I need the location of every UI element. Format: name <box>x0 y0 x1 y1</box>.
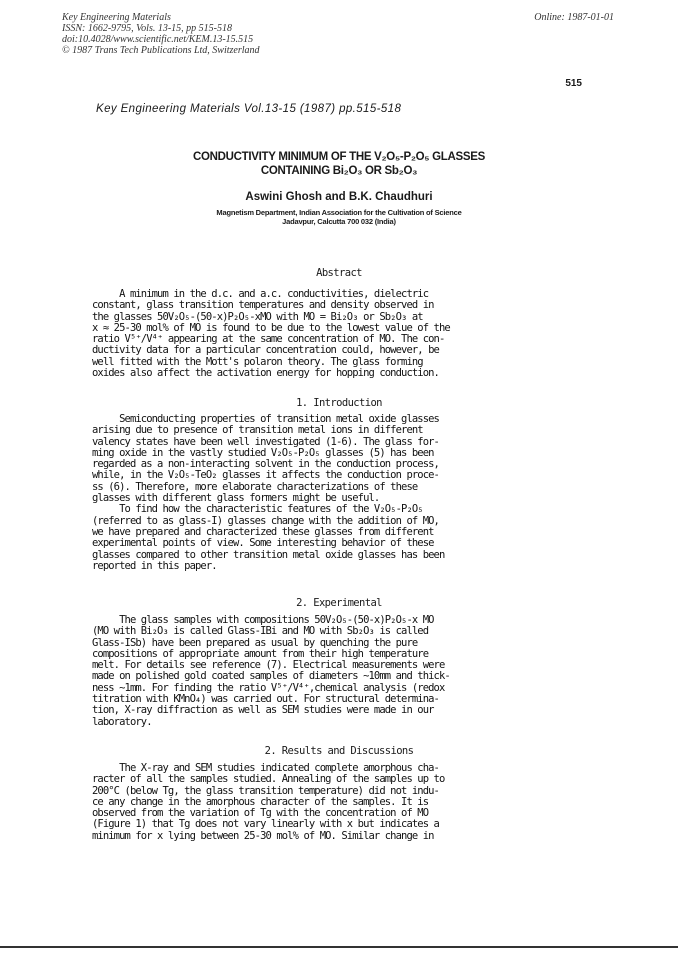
text-line: Semiconducting properties of transition metal oxide glasses <box>92 413 439 425</box>
paper-title-line-2: CONTAINING Bi₂O₃ OR Sb₂O₃ <box>260 165 418 177</box>
text-line: arising due to presence of transition metal ions in different <box>92 424 423 437</box>
text-line: regarded as a non-interacting solvent in the conduction process, <box>92 458 439 471</box>
meta-line-issn: ISSN: 1662-9795, Vols. 13-15, pp 515-518 <box>62 23 232 34</box>
text-line: well fitted with the Mott's polaron theory. The glass forming <box>92 355 423 368</box>
text-line: ss (6). Therefore, more elaborate characterizations of these <box>92 480 418 493</box>
text-line: ratio V⁵⁺/V⁴⁺ appearing at the same concentration of MO. The con- <box>92 333 445 346</box>
text-line: valency states have been well investigated (1-6). The glass for- <box>92 435 439 448</box>
text-line: the glasses 50V₂O₅-(50-x)P₂O₅-xMO with MO = Bi₂O₃ or Sb₂O₃ at <box>92 310 423 323</box>
text-line: ductivity data for a particular concentration could, however, be <box>92 344 439 357</box>
online-date: Online: 1987-01-01 <box>534 12 614 23</box>
abstract-heading: Abstract <box>316 267 362 279</box>
meta-line-journal: Key Engineering Materials <box>62 12 171 23</box>
text-line: oxides also affect the activation energy for hopping conduction. <box>92 367 439 380</box>
text-line: titration with KMnO₄) was carried out. For structural determina- <box>92 693 439 706</box>
text-line: glasses with different glass formers might be useful. <box>92 492 380 505</box>
affiliation-line-1: Magnetism Department, Indian Association for the Cultivation of Science <box>216 208 462 217</box>
text-line: 200°C (below Tg, the glass transition temperature) did not indu- <box>92 784 439 797</box>
experimental-body <box>92 615 584 728</box>
paper-title-line-1: CONDUCTIVITY MINIMUM OF THE V₂O₅-P₂O₅ GLASSES <box>192 151 485 163</box>
text-line: we have prepared and characterized these glasses from different <box>92 525 434 538</box>
text-line: melt. For details see reference (7). Electrical measurements were <box>92 659 445 672</box>
text-line: ness ~1mm. For finding the ratio V⁵⁺/V⁴⁺,chemical analysis (redox <box>92 681 445 694</box>
page-number: 515 <box>565 78 582 89</box>
text-line: reported in this paper. <box>92 559 217 572</box>
text-line: Glass-ISb) have been prepared as usual by quenching the pure <box>92 636 418 649</box>
text-line: tion, X-ray diffraction as well as SEM studies were made in our <box>92 704 434 717</box>
text-line: minimum for x lying between 25-30 mol% of MO. Similar change in <box>92 829 434 842</box>
text-line: laboratory. <box>92 715 152 728</box>
experimental-heading: 2. Experimental <box>296 597 382 609</box>
text-line: To find how the characteristic features of the V₂O₅-P₂O₅ <box>92 503 423 516</box>
text-line: observed from the variation of Tg with the concentration of MO <box>92 807 429 820</box>
text-line: (Figure 1) that Tg does not vary linearly with x but indicates a <box>92 818 439 831</box>
text-line: ce any change in the amorphous character of the samples. It is <box>92 795 429 808</box>
results-body <box>92 763 584 842</box>
text-line: (referred to as glass-I) glasses change with the addition of MO, <box>92 514 439 527</box>
results-heading: 2. Results and Discussions <box>264 745 414 757</box>
text-line: ming oxide in the vastly studied V₂O₅-P₂O₅ glasses (5) has been <box>92 446 434 459</box>
publication-meta <box>62 12 260 56</box>
page-bottom-rule <box>0 946 678 948</box>
text-line: x ≈ 25-30 mol% of MO is found to be due to the lowest value of the <box>92 321 450 334</box>
text-line: made on polished gold coated samples of diameters ~10mm and thick- <box>92 670 450 683</box>
text-line: A minimum in the d.c. and a.c. conductivities, dielectric <box>92 288 429 300</box>
text-line: (MO with Bi₂O₃ is called Glass-IBi and MO with Sb₂O₃ is called <box>92 625 429 638</box>
introduction-heading: 1. Introduction <box>296 397 382 409</box>
authors: Aswini Ghosh and B.K. Chaudhuri <box>245 191 433 203</box>
text-line: glasses compared to other transition metal oxide glasses has been <box>92 548 445 561</box>
text-line: experimental points of view. Some interesting behavior of these <box>92 537 434 550</box>
text-line: The X-ray and SEM studies indicated complete amorphous cha- <box>92 762 439 774</box>
journal-citation: Key Engineering Materials Vol.13-15 (1987) pp.515-518 <box>96 103 402 115</box>
abstract-body <box>92 289 584 379</box>
affiliation-line-2: Jadavpur, Calcutta 700 032 (India) <box>282 217 396 226</box>
meta-line-doi[interactable]: doi:10.4028/www.scientific.net/KEM.13-15.515 <box>62 34 254 45</box>
introduction-body <box>92 414 584 572</box>
meta-line-copyright: © 1987 Trans Tech Publications Ltd, Switzerland <box>62 45 260 56</box>
text-line: racter of all the samples studied. Annealing of the samples up to <box>92 773 445 786</box>
text-line: compositions of appropriate amount from their high temperature <box>92 647 429 660</box>
text-line: while, in the V₂O₅-TeO₂ glasses it affects the conduction proce- <box>92 469 439 482</box>
text-line: The glass samples with compositions 50V₂O₅-(50-x)P₂O₅-x MO <box>92 614 434 626</box>
text-line: constant, glass transition temperatures and density observed in <box>92 299 434 312</box>
